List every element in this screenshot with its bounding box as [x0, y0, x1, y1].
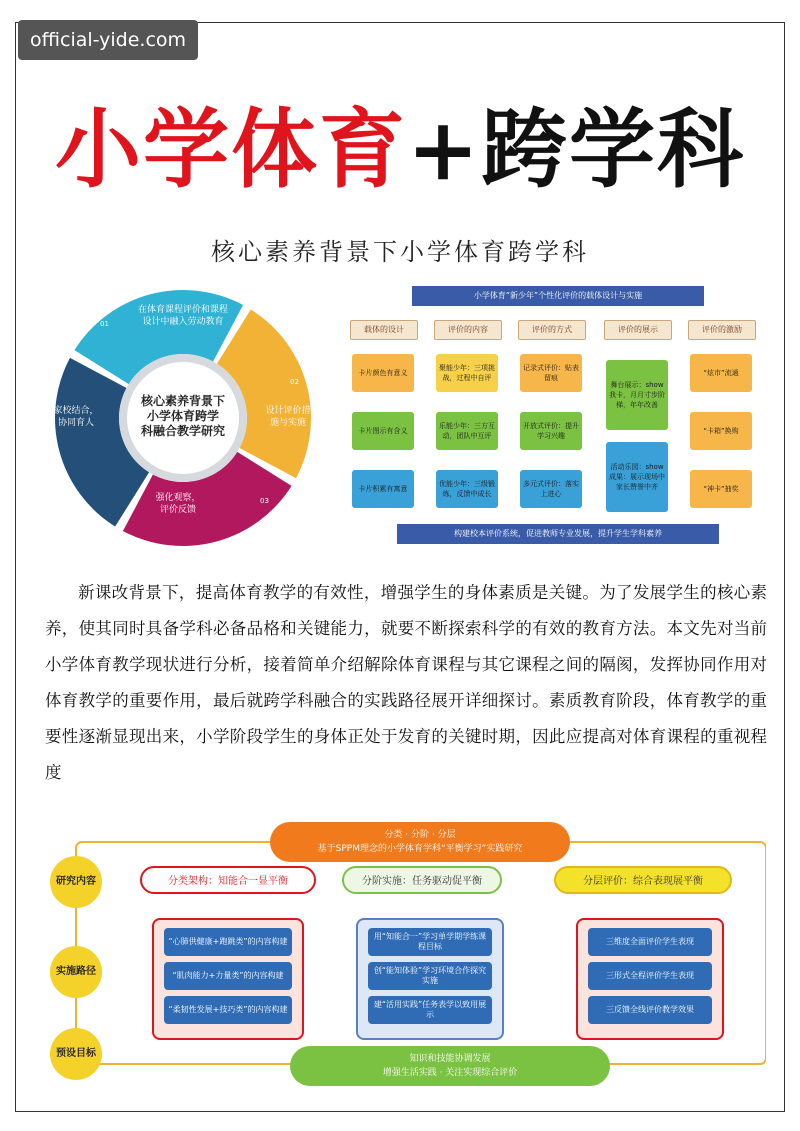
bottom-side-label: 实施路径 — [50, 946, 102, 998]
flow-right-cell: “卡箱”换购 — [690, 412, 752, 450]
flow-right-column-2: 评价的内容 — [434, 320, 502, 340]
flow-diagram-right — [342, 280, 772, 548]
bottom-goal-line1: 知识和技能协调发展 — [409, 1054, 491, 1064]
bottom-box-2 — [356, 918, 504, 1040]
flow-right-cell: 多元式评价：落实上进心 — [520, 470, 582, 508]
flow-right-cell: 优能少年：三级锻炼，反馈中成长 — [436, 470, 498, 508]
flow-right-cell: 舞台展示：show 我卡，月月寸步阶梯，年年改善 — [606, 360, 668, 430]
bottom-box-item: “柔韧性发展+技巧类”的内容构建 — [164, 996, 292, 1024]
bottom-top-line1: 分类 · 分阶 · 分层 — [384, 830, 456, 840]
flow-right-column-4: 评价的展示 — [604, 320, 672, 340]
segment-label-2: 设计评价措施与实施 — [265, 406, 311, 428]
flow-right-cell: 卡片图示有含义 — [352, 412, 414, 450]
bottom-box-item: 三反馈全线评价教学效果 — [588, 996, 712, 1024]
segment-num-1: 01 — [100, 320, 109, 328]
circle-center-text: 核心素养背景下小学体育跨学科融合教学研究 — [140, 394, 226, 438]
bottom-box-1 — [152, 918, 304, 1040]
bottom-bottom-oval — [290, 1046, 610, 1086]
bottom-box-item: 建“活用实践”任务表学以致用展示 — [368, 996, 492, 1024]
bottom-pill-2: 分阶实施：任务驱动促平衡 — [342, 866, 502, 894]
bottom-box-item: 创“能知体验”学习环境合作探究实施 — [368, 962, 492, 990]
bottom-side-label: 预设目标 — [50, 1028, 102, 1080]
bottom-box-item: “肌肉能力+力量类”的内容构建 — [164, 962, 292, 990]
flow-right-cell: 开放式评价：提升学习兴趣 — [520, 412, 582, 450]
flow-right-cell: 乐能少年：三方互动，团队中互评 — [436, 412, 498, 450]
flow-right-cell: “神卡”抽奖 — [690, 470, 752, 508]
bottom-goal-line2: 增强生活实践 · 关注实现综合评价 — [382, 1068, 518, 1078]
segment-label-3: 强化观察，评价反馈 — [155, 493, 201, 515]
bottom-top-oval — [270, 822, 570, 862]
flow-right-header: 小学体育“新少年”个性化评价的载体设计与实施 — [412, 286, 704, 306]
bottom-pill-3: 分层评价：综合表现展平衡 — [554, 866, 732, 894]
bottom-side-label: 研究内容 — [50, 856, 102, 908]
flow-right-cell: 卡片积累有寓意 — [352, 470, 414, 508]
segment-num-3: 03 — [260, 497, 269, 505]
bottom-box-item: 三形式全程评价学生表现 — [588, 962, 712, 990]
bottom-box-3 — [576, 918, 724, 1040]
segment-num-4: 04 — [46, 460, 55, 468]
bottom-box-item: 三维度全面评价学生表现 — [588, 928, 712, 956]
flow-right-column-1: 载体的设计 — [350, 320, 418, 340]
segment-num-2: 02 — [290, 378, 299, 386]
bottom-pill-1: 分类架构：知能合一显平衡 — [140, 866, 316, 894]
bottom-box-item: “心肺供健康+跑跳类”的内容构建 — [164, 928, 292, 956]
body-paragraph: 新课改背景下，提高体育教学的有效性，增强学生的身体素质是关键。为了发展学生的核心素养，使其同时具备学科必备品格和关键能力，就要不断探索科学的有效的教育方法。本文先对当前小学体育教学现状进行分析，接着简单介绍解除体育课程与其它课程之间的隔阂，发挥协同作用对体育教学的重要作用，最后就跨学科融合的实践路径展开详细探讨。素质教育阶段，体育教学的重要性逐渐显现出来，小学阶段学生的身体正处于发育的关键时期，因此应提高对体育课程的重视程度 — [45, 583, 767, 782]
bottom-top-line2: 基于SPPM理念的小学体育学科“平衡学习”实践研究 — [317, 844, 523, 854]
flow-right-cell: 卡片颜色有意义 — [352, 354, 414, 392]
flow-right-cell: 聚能少年：三项挑战，过程中自评 — [436, 354, 498, 392]
flow-right-cell: 活动乐园：show 成果：展示现场中家长赞誉中齐 — [606, 442, 668, 512]
flow-right-cell: “炫市”流通 — [690, 354, 752, 392]
title-black: +跨学科 — [406, 99, 746, 200]
flow-right-cell: 记录式评价：贴表留痕 — [520, 354, 582, 392]
segment-label-1: 在体育课程评价和课程设计中融入劳动教育 — [137, 305, 229, 327]
page-subtitle: 核心素养背景下小学体育跨学科 — [211, 238, 589, 266]
flow-diagram-bottom — [40, 822, 766, 1100]
circle-diagram — [28, 288, 338, 548]
flow-right-column-3: 评价的方式 — [518, 320, 586, 340]
bottom-box-item: 用“知能合一”学习单学期学练课程目标 — [368, 928, 492, 956]
flow-right-column-5: 评价的激励 — [688, 320, 756, 340]
title-red: 小学体育 — [54, 99, 407, 200]
page-title — [0, 95, 800, 205]
watermark: official-yide.com — [18, 20, 198, 60]
flow-right-footer: 构建校本评价系统，促进教师专业发展，提升学生学科素养 — [397, 524, 719, 544]
segment-label-4: 家校结合，协同育人 — [53, 406, 99, 428]
